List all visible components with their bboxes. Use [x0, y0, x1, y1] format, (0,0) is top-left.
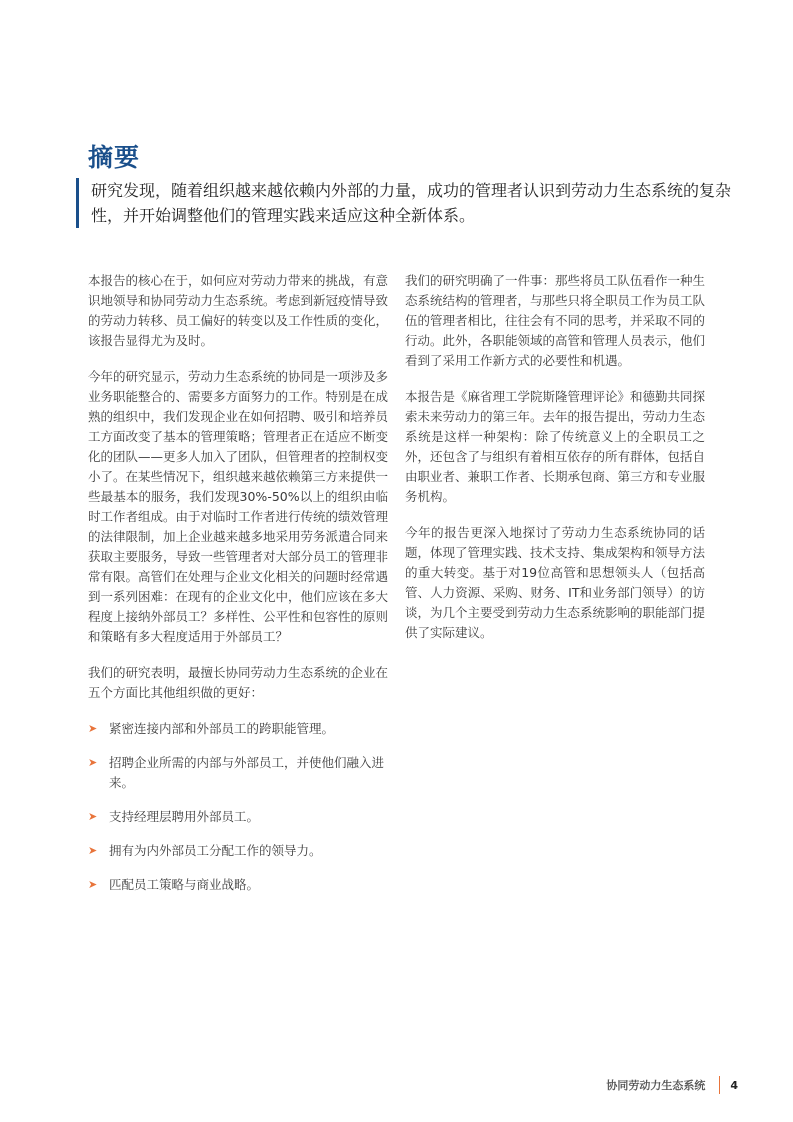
footer-label: 协同劳动力生态系统	[606, 1079, 706, 1092]
page-footer	[606, 1075, 738, 1095]
arrow-bullet-icon: ➤	[88, 722, 98, 735]
list-item	[88, 719, 388, 739]
list-item-text: 紧密连接内部和外部员工的跨职能管理。	[109, 721, 335, 736]
list-item-text: 匹配员工策略与商业战略。	[109, 877, 260, 892]
body-paragraph: 本报告是《麻省理工学院斯隆管理评论》和德勤共同探索未来劳动力的第三年。去年的报告提出，劳动力生态系统是这样一种架构：除了传统意义上的全职员工之外，还包含了与组织有着相互依存的所有群体，包括自由职业者、兼职工作者、长期承包商、第三方和专业服务机构。	[405, 389, 706, 504]
list-item	[88, 841, 388, 861]
arrow-bullet-icon: ➤	[88, 756, 98, 769]
right-column	[405, 271, 705, 659]
list-item-text: 招聘企业所需的内部与外部员工，并使他们融入进来。	[109, 755, 385, 790]
left-column	[88, 271, 388, 909]
arrow-bullet-icon: ➤	[88, 810, 98, 823]
list-item	[88, 807, 388, 827]
page-number: 4	[730, 1078, 738, 1092]
page-title: 摘要	[88, 143, 141, 172]
bullet-list	[88, 719, 388, 895]
lead-paragraph: 研究发现，随着组织越来越依赖内外部的力量，成功的管理者认识到劳动力生态系统的复杂性，并开始调整他们的管理实践来适应这种全新体系。	[76, 178, 731, 228]
arrow-bullet-icon: ➤	[88, 844, 98, 857]
body-paragraph: 今年的报告更深入地探讨了劳动力生态系统协同的话题，体现了管理实践、技术支持、集成架构和领导方法的重大转变。基于对19位高管和思想领头人（包括高管、人力资源、采购、财务、IT和业务部门领导）的访谈，为几个主要受到劳动力生态系统影响的职能部门提供了实际建议。	[405, 525, 706, 640]
body-paragraph: 我们的研究表明，最擅长协同劳动力生态系统的企业在五个方面比其他组织做的更好：	[88, 665, 389, 700]
footer-divider	[719, 1076, 720, 1094]
list-item	[88, 875, 388, 895]
body-paragraph: 今年的研究显示，劳动力生态系统的协同是一项涉及多业务职能整合的、需要多方面努力的工作。特别是在成熟的组织中，我们发现企业在如何招聘、吸引和培养员工方面改变了基本的管理策略；管理者正在适应不断变化的团队——更多人加入了团队，但管理者的控制权变小了。在某些情况下，组织越来越依赖第三方来提供一些最基本的服务，我们发现30%-50%以上的组织由临时工作者组成。由于对临时工作者进行传统的绩效管理的法律限制，加上企业越来越多地采用劳务派遣合同来获取主要服务，导致一些管理者对大部分员工的管理非常有限。高管们在处理与企业文化相关的问题时经常遇到一系列困难：在现有的企业文化中，他们应该在多大程度上接纳外部员工？多样性、公平性和包容性的原则和策略有多大程度适用于外部员工？	[88, 369, 389, 644]
list-item-text: 拥有为内外部员工分配工作的领导力。	[109, 843, 322, 858]
arrow-bullet-icon: ➤	[88, 878, 98, 891]
body-paragraph: 本报告的核心在于，如何应对劳动力带来的挑战，有意识地领导和协同劳动力生态系统。考虑到新冠疫情导致的劳动力转移、员工偏好的转变以及工作性质的变化，该报告显得尤为及时。	[88, 273, 389, 348]
body-paragraph: 我们的研究明确了一件事：那些将员工队伍看作一种生态系统结构的管理者，与那些只将全职员工作为员工队伍的管理者相比，往往会有不同的思考，并采取不同的行动。此外，各职能领域的高管和管理人员表示，他们看到了采用工作新方式的必要性和机遇。	[405, 273, 706, 368]
list-item	[88, 753, 388, 793]
list-item-text: 支持经理层聘用外部员工。	[109, 809, 260, 824]
